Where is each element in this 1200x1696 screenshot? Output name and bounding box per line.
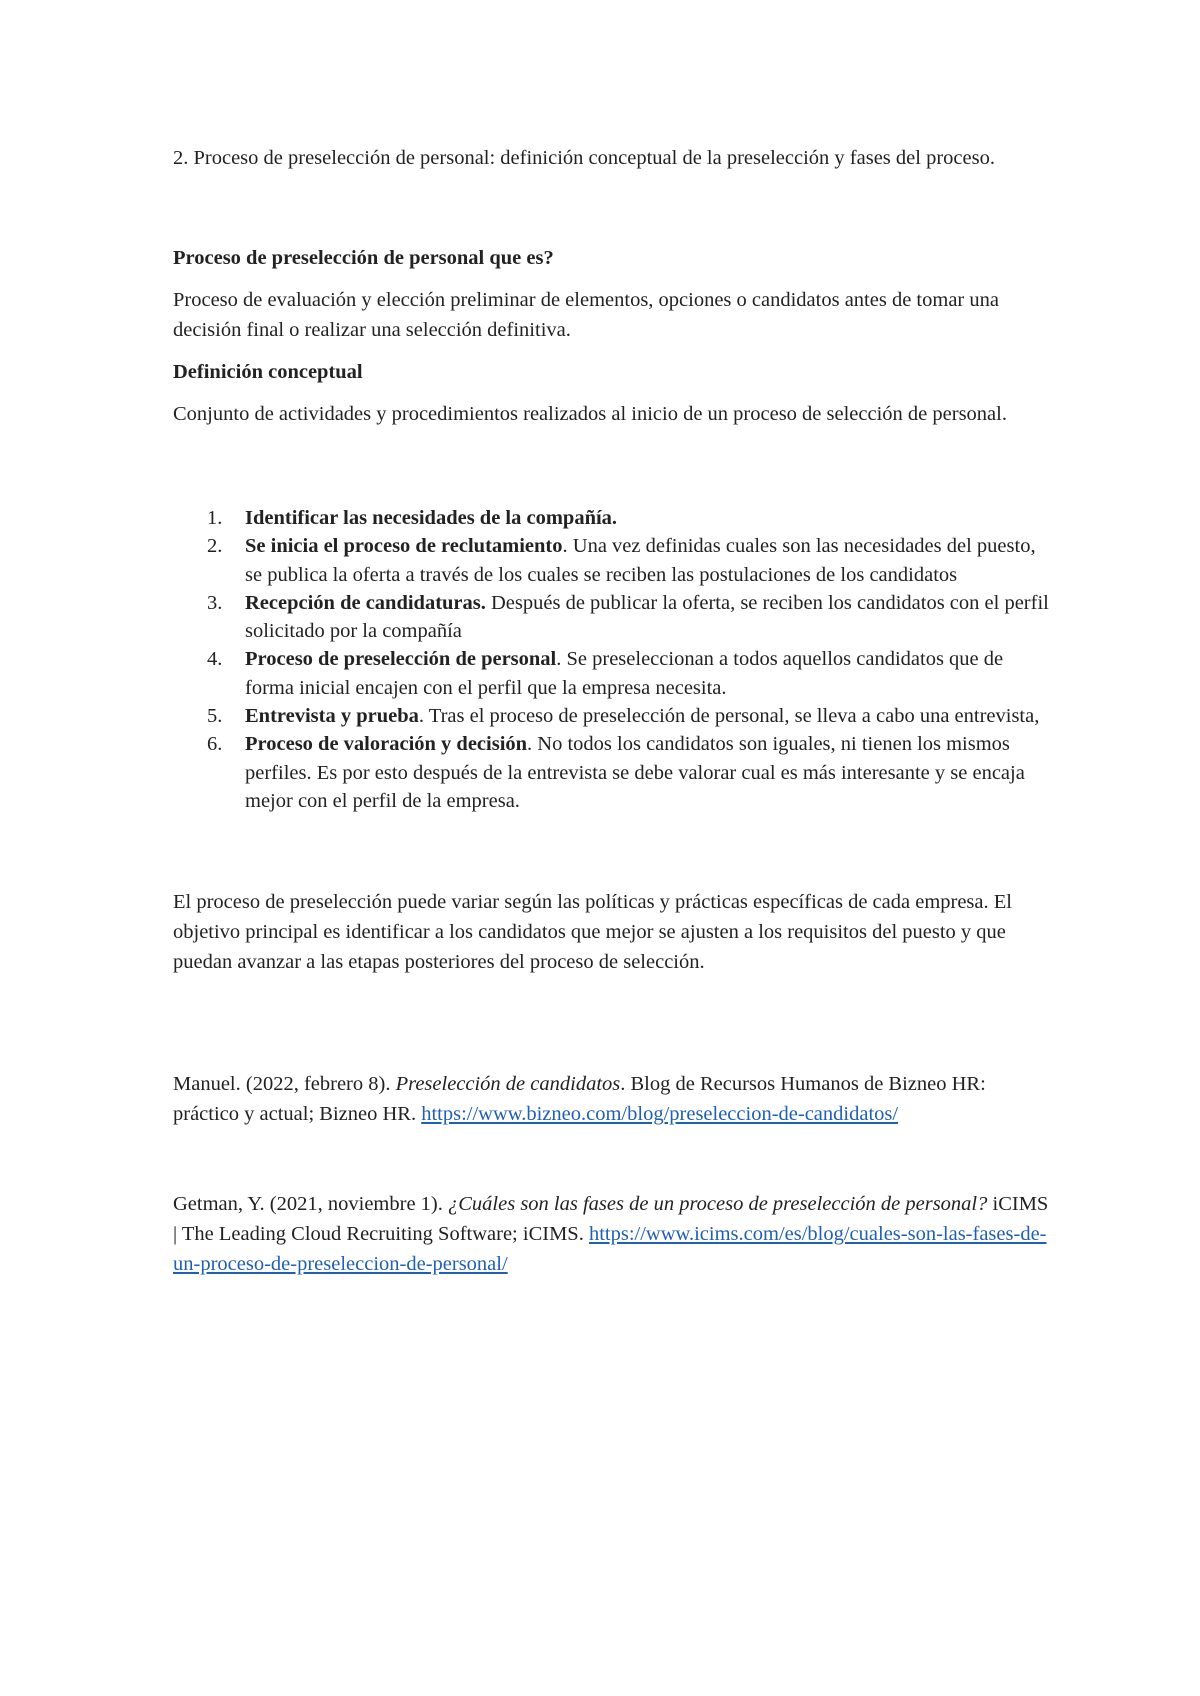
section-heading-definicion: Definición conceptual: [173, 361, 363, 383]
list-number: 5.: [207, 705, 223, 728]
section-heading-que-es: Proceso de preselección de personal que es?: [173, 247, 554, 269]
process-steps-list: [173, 504, 1053, 815]
step-text: . No todos los candidatos son iguales, ni tienen los mismos perfiles. Es por esto después de la entrevista se debe valorar cual es más interesante y se encaja mejor con el perfil de la empresa.: [245, 733, 1025, 812]
document-page: [173, 143, 1053, 1279]
list-item: [173, 589, 1053, 646]
list-number: 3.: [207, 591, 223, 614]
step-text: . Se preseleccionan a todos aquellos candidatos que de forma inicial encajen con el perfil que la empresa necesita.: [245, 648, 1004, 699]
reference-title: Preselección de candidatos: [395, 1073, 621, 1096]
reference-title: ¿Cuáles son las fases de un proceso de preselección de personal?: [448, 1193, 988, 1216]
list-number: 1.: [207, 507, 223, 529]
reference-entry: [173, 1069, 1053, 1129]
reference-author: Manuel. (2022, febrero 8).: [173, 1073, 396, 1096]
list-item: [173, 645, 1053, 702]
step-text: . Tras el proceso de preselección de personal, se lleva a cabo una entrevista,: [418, 705, 1040, 728]
conclusion-paragraph: El proceso de preselección puede variar según las políticas y prácticas específicas de cada empresa. El objetivo principal es identificar a los candidatos que mejor se ajusten a los requisitos del puesto y que puedan avanzar a las etapas posteriores del proceso de selección.: [173, 891, 1012, 974]
list-item: [173, 532, 1053, 589]
step-title: Entrevista y prueba: [245, 705, 419, 728]
step-text: Después de publicar la oferta, se reciben los candidatos con el perfil solicitado por la compañía: [245, 591, 1049, 643]
step-title: Recepción de candidaturas.: [245, 591, 486, 614]
reference-source: . Blog de Recursos Humanos de Bizneo HR: práctico y actual; Bizneo HR.: [173, 1073, 986, 1126]
section-body-definicion: Conjunto de actividades y procedimientos realizados al inicio de un proceso de selección de personal.: [173, 403, 1007, 425]
list-item: [173, 702, 1053, 730]
step-title: Proceso de preselección de personal: [245, 648, 557, 671]
list-item: [173, 730, 1053, 815]
step-title: Identificar las necesidades de la compañía.: [245, 507, 618, 529]
step-text: . Una vez definidas cuales son las necesidades del puesto, se publica la oferta a través de los cuales se reciben las postulaciones de los candidatos: [245, 535, 1036, 586]
list-item: [173, 504, 1053, 532]
reference-link[interactable]: https://www.bizneo.com/blog/preseleccion-de-candidatos/: [421, 1103, 899, 1126]
list-number: 2.: [207, 535, 223, 558]
step-title: Proceso de valoración y decisión: [245, 733, 528, 756]
reference-source: iCIMS | The Leading Cloud Recruiting Software; iCIMS.: [173, 1193, 1049, 1246]
step-title: Se inicia el proceso de reclutamiento: [245, 535, 563, 558]
intro-paragraph: 2. Proceso de preselección de personal: definición conceptual de la preselección y fases del proceso.: [173, 147, 995, 169]
list-number: 6.: [207, 733, 223, 756]
section-body-que-es: Proceso de evaluación y elección preliminar de elementos, opciones o candidatos antes de tomar una decisión final o realizar una selección definitiva.: [173, 289, 999, 341]
reference-entry: [173, 1189, 1053, 1279]
list-number: 4.: [207, 648, 223, 671]
reference-author: Getman, Y. (2021, noviembre 1).: [173, 1193, 448, 1216]
reference-link[interactable]: https://www.icims.com/es/blog/cuales-son-las-fases-de-un-proceso-de-preseleccion-de-personal/: [173, 1223, 1047, 1276]
